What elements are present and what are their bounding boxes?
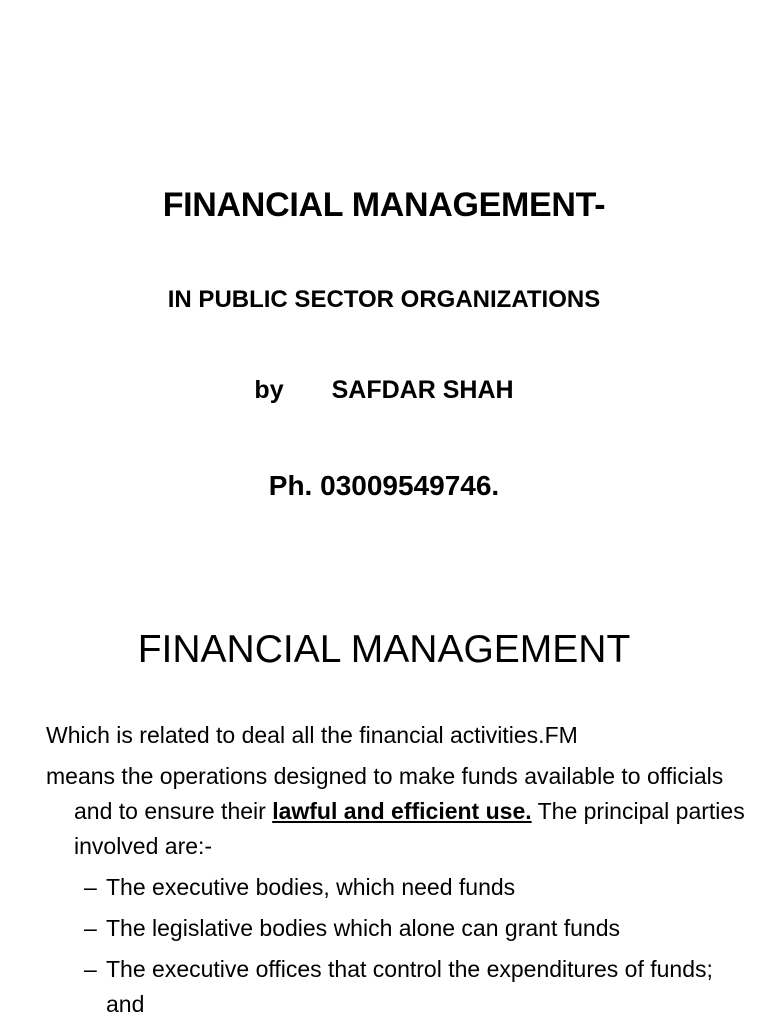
dash-marker: – bbox=[84, 915, 97, 941]
phone-number: Ph. 03009549746. bbox=[268, 470, 500, 501]
list-item-text: The executive offices that control the expenditures of funds; and bbox=[106, 956, 713, 1017]
list-item bbox=[84, 911, 746, 946]
slide-subtitle: IN PUBLIC SECTOR ORGANIZATIONS bbox=[167, 286, 601, 313]
content-slide-title: FINANCIAL MANAGEMENT bbox=[137, 628, 631, 671]
list-item bbox=[84, 952, 746, 1022]
list-item-text: The executive bodies, which need funds bbox=[106, 874, 516, 900]
parties-list bbox=[46, 870, 746, 1022]
paragraph-2 bbox=[46, 759, 746, 864]
list-item bbox=[84, 870, 746, 905]
author-line bbox=[0, 376, 768, 405]
content-slide bbox=[0, 576, 768, 1024]
paragraph-2-text: means the operations designed to make funds available to officials and to ensure their bbox=[46, 763, 724, 824]
author-name: SAFDAR SHAH bbox=[331, 376, 514, 404]
paragraph-2-text-end: The principal parties involved are:- bbox=[74, 798, 745, 859]
paragraph-1: Which is related to deal all the financial activities.FM bbox=[46, 722, 578, 748]
list-item-text: The legislative bodies which alone can grant funds bbox=[106, 915, 620, 941]
dash-marker: – bbox=[84, 874, 97, 900]
slide-title: FINANCIAL MANAGEMENT- bbox=[162, 186, 606, 224]
dash-marker: – bbox=[84, 956, 97, 982]
paragraph-2-emphasis: lawful and efficient use. bbox=[272, 798, 532, 824]
content-body bbox=[46, 718, 746, 1028]
by-label: by bbox=[254, 376, 284, 404]
